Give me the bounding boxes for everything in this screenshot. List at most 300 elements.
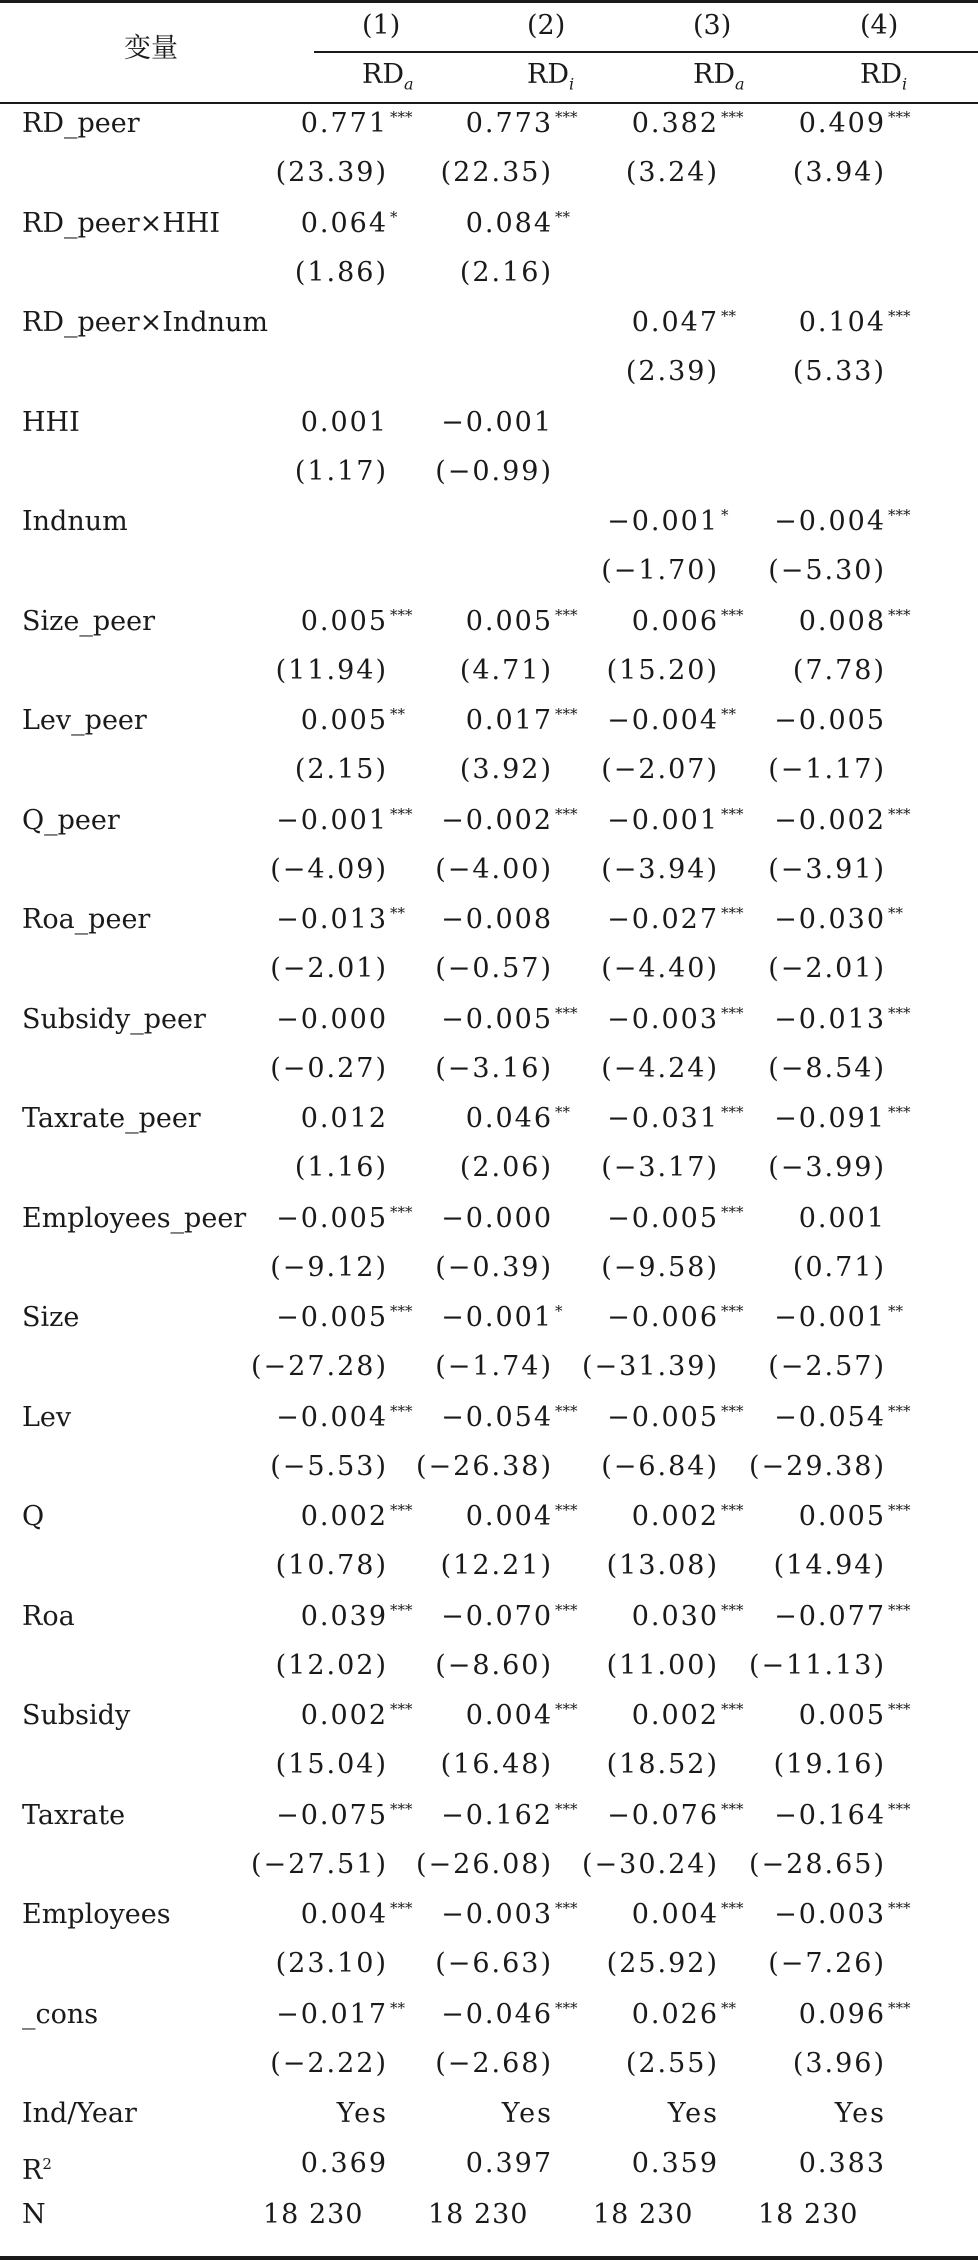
coefficient-cell [466,1700,585,1732]
t-stat-cell [270,953,420,985]
footer-label-superscript: 2 [42,2155,52,2173]
cell-value: −0.005 [276,1202,388,1234]
t-stat-cell [601,1252,751,1284]
cell-value: −0.046 [441,1998,553,2030]
cell-value: (−6.63) [435,1948,553,1979]
coefficient-cell [799,307,918,339]
observation-count: 18 230 [593,2199,694,2230]
cell-value: 0.002 [631,1700,719,1731]
coefficient-cell [466,1103,585,1135]
coefficient-cell [799,1999,918,2031]
coefficient-cell [301,1899,420,1931]
t-stat-cell [774,1550,918,1582]
t-stat-cell [582,1351,751,1383]
t-stat-cell [768,1948,918,1980]
t-stat-cell [435,2048,585,2080]
fixed-effects-row-label [22,2098,137,2130]
t-stat-cell [768,953,918,985]
cell-value: −0.076 [607,1799,719,1831]
cell-value: 0.008 [798,605,886,637]
coefficient-cell [441,1999,585,2031]
cell-value: (2.55) [625,2047,719,2079]
dependent-main: RD [693,59,735,90]
cell-value: −0.027 [607,904,719,935]
cell-value: (11.94) [275,654,388,686]
significance-stars: *** [888,1899,911,1917]
cell-value: −0.000 [441,1202,553,1234]
t-stat-cell [276,1650,420,1682]
cell-value: 0.004 [465,1501,553,1532]
significance-stars: *** [390,1401,413,1420]
t-stat-cell [626,2048,751,2080]
cell-value: −0.077 [774,1600,886,1632]
significance-stars: *** [390,605,413,624]
cell-value: 0.383 [798,2148,886,2179]
cell-value: Yes [501,2098,553,2129]
cell-value: (2.06) [459,1152,553,1183]
cell-value: (22.35) [440,157,553,188]
cell-value: 0.004 [300,1899,388,1930]
t-stat-cell [607,1650,751,1682]
cell-value: (−4.40) [601,953,719,984]
significance-stars: * [390,207,398,226]
cell-value: −0.005 [607,1202,719,1234]
coefficient-cell [276,805,420,837]
row-label: Employees [22,1899,171,1930]
cell-value: (1.86) [294,256,388,288]
cell-value: −0.001 [774,1302,886,1333]
significance-stars: *** [888,1501,911,1519]
coefficient-cell [774,1402,918,1434]
cell-value: (−8.54) [768,1052,886,1084]
significance-stars: *** [721,605,744,624]
significance-stars: *** [390,108,413,126]
cell-value: (−27.51) [251,1848,388,1880]
row-label: Lev [22,1401,72,1433]
coefficient-cell [774,506,918,538]
cell-value: Yes [336,2098,388,2129]
cell-value: 0.382 [631,108,719,139]
coefficient-cell [466,606,585,638]
cell-value: (3.96) [792,2047,886,2079]
cell-value: Yes [834,2098,886,2129]
coefficient-cell [607,506,751,538]
t-stat-cell [749,1650,918,1682]
t-stat-cell [601,854,751,886]
cell-value: −0.003 [607,1003,719,1035]
t-stat-cell [582,1849,751,1881]
significance-stars: *** [390,1899,413,1917]
significance-stars: ** [721,307,736,325]
row-label: RD_peer [22,108,140,139]
cell-value: (18.52) [606,1749,719,1780]
significance-stars: * [555,1302,563,1320]
row-label: Employees_peer [22,1202,247,1234]
significance-stars: *** [390,1700,413,1718]
coefficient-cell [632,1501,751,1533]
cell-value: (−9.58) [601,1251,719,1283]
cell-value: (−4.00) [435,853,553,885]
cell-value: (16.48) [440,1749,553,1780]
cell-value: (1.17) [294,455,388,487]
cell-value: −0.017 [276,1998,388,2030]
row-label: Lev_peer [22,705,147,736]
coefficient-cell [632,606,751,638]
t-stat-cell [435,953,585,985]
coefficient-cell [799,1700,918,1732]
coefficient-cell [276,1800,420,1832]
r-squared-row-label [22,2148,52,2187]
coefficient-cell [774,904,918,936]
cell-value: (3.24) [625,157,719,188]
coefficient-cell [276,1999,420,2031]
cell-value: 0.001 [798,1202,886,1234]
cell-value: −0.075 [276,1799,388,1831]
column-number-2: (2) [527,10,566,41]
t-stat-cell [295,754,420,786]
row-label: Q_peer [22,804,120,836]
significance-stars: *** [390,1202,413,1221]
coefficient-cell [774,805,918,837]
significance-stars: *** [555,1799,578,1818]
significance-stars: *** [555,1501,578,1519]
coefficient-cell [441,1302,585,1334]
t-stat-cell [793,356,918,388]
significance-stars: *** [390,1302,413,1320]
cell-value: −0.005 [774,705,886,736]
cell-value: −0.013 [276,904,388,935]
coefficient-cell [774,1601,918,1633]
t-stat-cell [749,1451,918,1483]
coefficient-cell [607,1103,751,1135]
coefficient-cell [774,1800,918,1832]
t-stat-cell [251,1351,420,1383]
t-stat-cell [774,1749,918,1781]
row-label: Roa [22,1600,75,1632]
significance-stars: *** [888,605,911,624]
cell-value: −0.001 [441,406,553,438]
significance-stars: ** [555,207,570,226]
coefficient-cell [632,1700,751,1732]
cell-value: (4.71) [459,654,553,686]
coefficient-cell [774,1302,918,1334]
t-stat-cell [601,1053,751,1085]
significance-stars: ** [721,705,736,723]
coefficient-cell [276,1004,420,1036]
bottom-rule [0,2256,978,2260]
cell-value: 0.047 [631,307,719,338]
r-squared-row-value [799,2148,918,2180]
column-number-4: (4) [860,10,899,41]
observation-count: 18 230 [263,2199,364,2230]
t-stat-cell [768,754,918,786]
cell-value: 0.026 [631,1998,719,2030]
cell-value: 0.030 [631,1600,719,1632]
significance-stars: *** [555,1003,578,1022]
significance-stars: *** [888,108,911,126]
row-label: Indnum [22,506,128,537]
significance-stars: *** [721,1501,744,1519]
significance-stars: *** [888,1799,911,1818]
coefficient-cell [441,904,585,936]
t-stat-cell [276,157,420,189]
cell-value: (−5.30) [768,555,886,586]
cell-value: (−2.68) [435,2047,553,2079]
cell-value: (−5.53) [270,1450,388,1482]
coefficient-cell [301,1103,420,1135]
cell-value: (2.39) [625,356,719,387]
cell-value: −0.031 [607,1103,719,1134]
cell-value: −0.004 [276,1401,388,1433]
row-label: Roa_peer [22,904,151,935]
coefficient-cell [607,1302,751,1334]
cell-value: −0.002 [774,804,886,836]
cell-value: (−2.07) [601,754,719,785]
row-label: HHI [22,406,80,438]
significance-stars: ** [390,904,405,922]
significance-stars: *** [888,1003,911,1022]
coefficient-cell [774,705,918,737]
row-label: Subsidy [22,1700,131,1731]
significance-stars: *** [555,1899,578,1917]
coefficient-cell [607,705,751,737]
cell-value: −0.013 [774,1003,886,1035]
coefficient-cell [774,1899,918,1931]
cell-value: −0.008 [441,904,553,935]
cell-value: (7.78) [792,654,886,686]
cell-value: (0.71) [792,1251,886,1283]
t-stat-cell [768,1053,918,1085]
significance-stars: *** [888,307,911,325]
fixed-effects-row-value [835,2098,918,2130]
significance-stars: * [721,506,729,524]
t-stat-cell [601,754,751,786]
cell-value: (23.39) [275,157,388,188]
cell-value: −0.091 [774,1103,886,1134]
cell-value: (−31.39) [582,1351,719,1382]
cell-value: (10.78) [275,1550,388,1581]
row-label: Size_peer [22,605,155,637]
cell-value: −0.001 [276,804,388,836]
significance-stars: ** [888,1302,903,1320]
significance-stars: *** [721,1302,744,1320]
cell-value: (−30.24) [582,1848,719,1880]
coefficient-cell [632,1899,751,1931]
significance-stars: *** [888,1998,911,2017]
significance-stars: *** [721,1799,744,1818]
significance-stars: *** [721,1202,744,1221]
coefficient-cell [301,705,420,737]
row-label: Taxrate [22,1799,126,1831]
cell-value: 0.005 [798,1501,886,1532]
t-stat-cell [276,1948,420,1980]
row-label: RD_peer×HHI [22,207,221,239]
coefficient-cell [607,1004,751,1036]
cell-value: 0.397 [465,2148,553,2179]
cell-value: 0.104 [798,307,886,338]
coefficient-cell [441,1004,585,1036]
cell-value: (−1.70) [601,555,719,586]
t-stat-cell [251,1849,420,1881]
cell-value: (−29.38) [749,1450,886,1482]
coefficient-cell [301,407,420,439]
significance-stars: *** [721,1103,744,1121]
cell-value: −0.164 [774,1799,886,1831]
coefficient-cell [607,1402,751,1434]
t-stat-cell [793,2048,918,2080]
cell-value: (−3.94) [601,853,719,885]
cell-value: (13.08) [606,1550,719,1581]
cell-value: 0.084 [465,207,553,239]
cell-value: (−3.99) [768,1152,886,1183]
t-stat-cell [601,1451,751,1483]
cell-value: Yes [667,2098,719,2129]
footer-label-text: Ind/Year [22,2098,137,2129]
cell-value: −0.054 [441,1401,553,1433]
cell-value: −0.005 [441,1003,553,1035]
coefficient-cell [607,1800,751,1832]
column-dependent-3 [693,59,745,100]
significance-stars: *** [390,1600,413,1619]
cell-value: (−28.65) [749,1848,886,1880]
r-squared-row-value [466,2148,585,2180]
cell-value: −0.005 [276,1302,388,1333]
cell-value: (−0.27) [270,1052,388,1084]
dependent-subscript: i [568,74,575,94]
significance-stars: ** [888,904,903,922]
row-label: RD_peer×Indnum [22,307,268,338]
significance-stars: *** [888,1103,911,1121]
column-dependent-1 [362,59,414,100]
cell-value: −0.162 [441,1799,553,1831]
footer-label-text: R [22,2155,43,2186]
significance-stars: *** [555,605,578,624]
coefficient-cell [276,1203,420,1235]
t-stat-cell [435,1650,585,1682]
t-stat-cell [793,655,918,687]
r-squared-row-value [632,2148,751,2180]
coefficient-cell [632,1601,751,1633]
significance-stars: ** [555,1103,570,1121]
cell-value: −0.070 [441,1600,553,1632]
t-stat-cell [768,1351,918,1383]
header-subrule [314,51,978,53]
cell-value: 0.012 [300,1103,388,1134]
footer-label-text: N [22,2199,46,2230]
cell-value: −0.001 [441,1302,553,1333]
t-stat-cell [626,356,751,388]
cell-value: (−27.28) [251,1351,388,1382]
cell-value: 0.005 [300,605,388,637]
coefficient-cell [441,407,585,439]
cell-value: (2.15) [294,754,388,785]
top-rule [0,0,978,3]
coefficient-cell [607,805,751,837]
fixed-effects-row-value [668,2098,751,2130]
t-stat-cell [607,1749,751,1781]
coefficient-cell [466,208,585,240]
cell-value: −0.003 [441,1899,553,1930]
t-stat-cell [295,1152,420,1184]
significance-stars: *** [390,804,413,823]
cell-value: (−2.57) [768,1351,886,1382]
t-stat-cell [441,1749,585,1781]
row-label: Subsidy_peer [22,1003,206,1035]
significance-stars: *** [721,108,744,126]
t-stat-cell [270,1252,420,1284]
coefficient-cell [441,805,585,837]
cell-value: (3.94) [792,157,886,188]
t-stat-cell [276,1749,420,1781]
cell-value: 0.369 [300,2148,388,2179]
cell-value: (−1.17) [768,754,886,785]
significance-stars: *** [888,1700,911,1718]
significance-stars: *** [555,1600,578,1619]
t-stat-cell [460,1152,585,1184]
fixed-effects-row-value [502,2098,585,2130]
significance-stars: *** [721,1003,744,1022]
cell-value: (−4.09) [270,853,388,885]
significance-stars: *** [555,804,578,823]
column-number-3: (3) [693,10,732,41]
t-stat-cell [607,1948,751,1980]
t-stat-cell [626,157,751,189]
cell-value: (23.10) [275,1948,388,1979]
cell-value: 0.773 [465,108,553,139]
cell-value: −0.003 [774,1899,886,1930]
t-stat-cell [768,1152,918,1184]
t-stat-cell [295,257,420,289]
column-dependent-2 [527,59,574,100]
cell-value: (25.92) [606,1948,719,1979]
t-stat-cell [460,257,585,289]
cell-value: 0.005 [300,705,388,736]
cell-value: 0.039 [300,1600,388,1632]
t-stat-cell [749,1849,918,1881]
r-squared-row-value [301,2148,420,2180]
cell-value: 0.064 [300,207,388,239]
coefficient-cell [799,1203,918,1235]
cell-value: 0.004 [631,1899,719,1930]
t-stat-cell [441,157,585,189]
coefficient-cell [799,108,918,140]
coefficient-cell [799,606,918,638]
cell-value: (−0.39) [435,1251,553,1283]
cell-value: (3.92) [459,754,553,785]
cell-value: 0.771 [300,108,388,139]
significance-stars: *** [555,1401,578,1420]
significance-stars: *** [721,1899,744,1917]
cell-value: (14.94) [773,1550,886,1581]
coefficient-cell [607,904,751,936]
variable-header: 变量 [124,33,178,64]
cell-value: (−3.16) [435,1052,553,1084]
cell-value: (−3.17) [601,1152,719,1183]
t-stat-cell [435,456,585,488]
coefficient-cell [276,1302,420,1334]
row-label: _cons [22,1998,99,2030]
significance-stars: ** [721,1998,736,2017]
cell-value: −0.005 [607,1401,719,1433]
coefficient-cell [301,208,420,240]
significance-stars: *** [555,1998,578,2017]
dependent-main: RD [860,59,902,90]
cell-value: −0.054 [774,1401,886,1433]
coefficient-cell [301,1700,420,1732]
significance-stars: ** [390,1998,405,2017]
cell-value: (15.04) [275,1749,388,1780]
t-stat-cell [435,1252,585,1284]
